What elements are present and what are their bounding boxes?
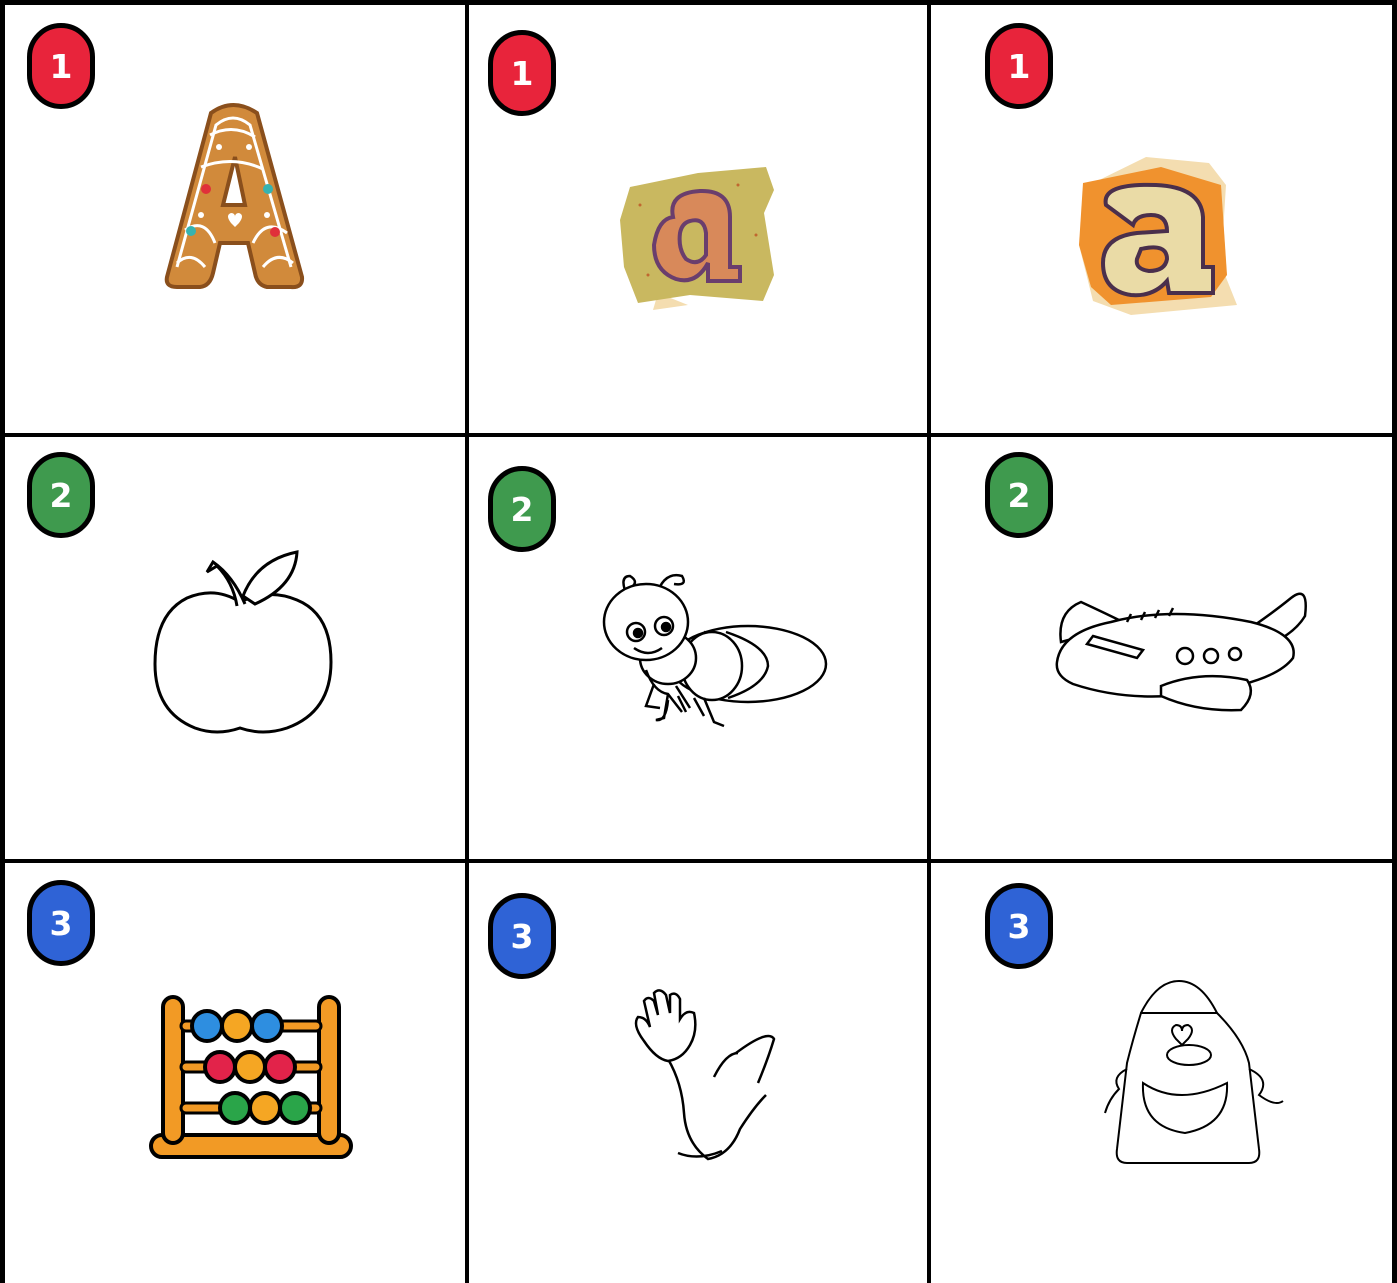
apple-icon <box>5 436 465 860</box>
ant-icon <box>468 436 928 860</box>
apron-icon <box>931 863 1392 1283</box>
grid-line-col1 <box>465 0 469 1283</box>
number-badge: 1 <box>985 23 1053 109</box>
number-badge: 2 <box>27 452 95 538</box>
number-badge: 1 <box>488 30 556 116</box>
number-badge: 2 <box>488 466 556 552</box>
grid-line-col2 <box>927 0 931 1283</box>
cutout-letter-a-icon <box>931 5 1392 433</box>
airplane-icon <box>931 436 1392 860</box>
arm-icon <box>468 863 928 1283</box>
grid-line-row1 <box>0 433 1397 437</box>
cell-r2-c3 <box>931 436 1392 860</box>
grid-line-left <box>0 0 5 1283</box>
cell-r3-c2 <box>468 863 928 1283</box>
number-badge: 3 <box>488 893 556 979</box>
cutout-letter-a-icon <box>468 5 928 433</box>
cell-r3-c3 <box>931 863 1392 1283</box>
grid-line-top <box>0 0 1397 5</box>
cell-r1-c1 <box>5 5 465 433</box>
abacus-icon <box>5 863 465 1283</box>
cell-r2-c2 <box>468 436 928 860</box>
number-badge: 1 <box>27 23 95 109</box>
gingerbread-letter-a-icon <box>5 5 465 433</box>
grid-line-row2 <box>0 859 1397 863</box>
number-badge: 2 <box>985 452 1053 538</box>
cell-r1-c3 <box>931 5 1392 433</box>
number-badge: 3 <box>27 880 95 966</box>
cell-r1-c2 <box>468 5 928 433</box>
cell-r3-c1 <box>5 863 465 1283</box>
number-badge: 3 <box>985 883 1053 969</box>
cell-r2-c1 <box>5 436 465 860</box>
grid-line-right <box>1392 0 1397 1283</box>
